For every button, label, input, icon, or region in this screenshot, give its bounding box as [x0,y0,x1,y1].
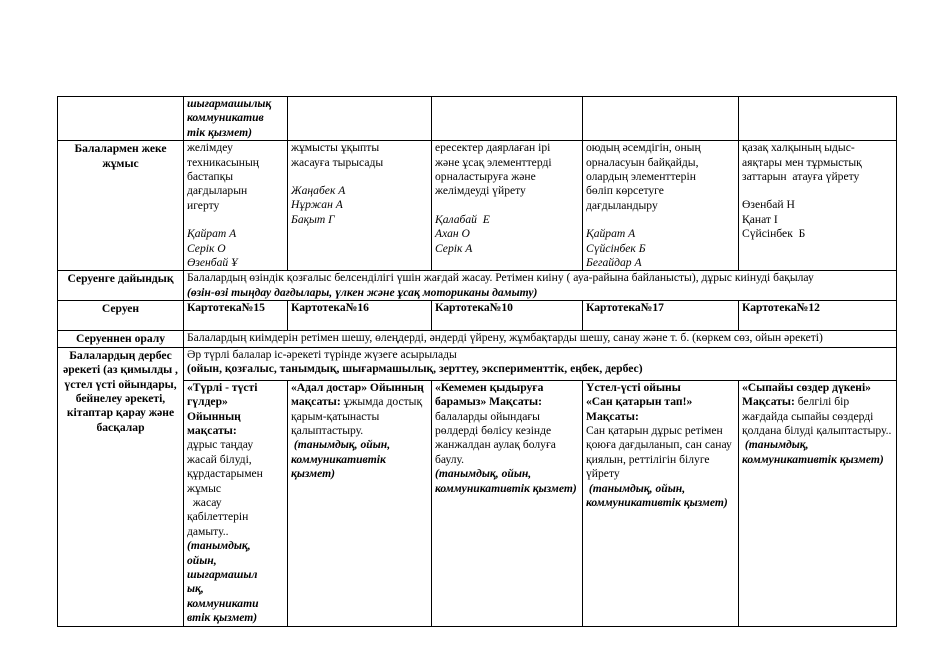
row-header: Серуенге дайындық [58,271,184,301]
game-cell-2: «Адал достар» Ойынның мақсаты: ұжымда достық қарым-қатынасты қалыптастыру. (танымдық, ойын, коммуникативтік қызмет) [288,380,432,626]
empty-cell [739,97,897,141]
game-cell-4: Үстел-үсті ойыны «Сан қатарын тап!» Мақсаты: Сан қатарын дұрыс ретімен қоюға дағдыланып, сан санау қиялын, реттілігін білуге үйрету (танымдық, ойын, коммуникативтік қызмет) [583,380,739,626]
empty-cell [432,97,583,141]
return-cell: Балалардың киімдерін ретімен шешу, өлеңдерді, әндерді үйрену, жұмбақтарды шешу, санау және т. б. (көркем сөз, ойын әрекеті) [184,331,897,347]
row-header: Балалармен жеке жұмыс [58,141,184,271]
individual-cell-5: қазақ халқының ыдыс- аяқтары мен тұрмыстық заттарын атауға үйрету Өзенбай Н Қанат І Сүйсінбек Б [739,141,897,271]
row-header: Серуен [58,301,184,331]
card-cell: Картотека№10 [432,301,583,331]
table-row [58,331,897,347]
individual-cell-1: желімдеу техникасының бастапқы дағдыларын игерту Қайрат А Серік О Өзенбай Ұ [184,141,288,271]
card-cell: Картотека№17 [583,301,739,331]
individual-cell-2: жұмысты ұқыпты жасауға тырысады Жаңабек А Нұржан А Бақыт Г [288,141,432,271]
card-cell: Картотека№15 [184,301,288,331]
cell-continuation: шығармашылық коммуникатив тік қызмет) [184,97,288,141]
table-row [58,347,897,380]
table-row [58,380,897,626]
card-cell: Картотека№16 [288,301,432,331]
table-row [58,141,897,271]
empty-cell [583,97,739,141]
prep-cell: Балалардың өзіндік қозғалыс белсенділігі үшін жағдай жасау. Ретімен киіну ( ауа-райына байланысты), дұрыс киінуді бақылау (өзін-өзі тыңдау дағдылары, үлкен және ұсақ моториканы дамыту) [184,271,897,301]
empty-cell [288,97,432,141]
game-cell-3: «Кемемен қыдыруға барамыз» Мақсаты: балаларды ойындағы рөлдерді бөлісу кезінде жанжалдан аулақ болуға баулу. (танымдық, ойын, коммуникативтік қызмет) [432,380,583,626]
table-row [58,301,897,331]
card-cell: Картотека№12 [739,301,897,331]
independent-intro-cell: Әр түрлі балалар іс-әрекеті түрінде жүзеге асырылады (ойын, қозғалыс, танымдық, шығармашылық, зерттеу, эксперименттік, еңбек, дербес) [184,347,897,380]
plan-table [57,96,897,627]
individual-cell-4: оюдың әсемдігін, оның орналасуын байқайды, олардың элементтерін бөліп көрсетуге дағдыландыру Қайрат А Сүйсінбек Б Бегайдар А [583,141,739,271]
table-row [58,97,897,141]
row-header-empty [58,97,184,141]
individual-cell-3: ересектер даярлаған ірі және ұсақ элементтерді орналастыруға және желімдеуді үйрету Қалабай Е Ахан О Серік А [432,141,583,271]
table-row [58,271,897,301]
game-cell-5: «Сыпайы сөздер дүкені» Мақсаты: белгілі бір жағдайда сыпайы сөздерді қолдана білуді қалыптастыру.. (танымдық, коммуникативтік қызмет) [739,380,897,626]
row-header: Балалардың дербес әрекеті (аз қимылды , үстел үсті ойындары, бейнелеу әрекеті, кітаптар қарау және басқалар [58,347,184,626]
game-cell-1: «Түрлі - түсті гүлдер» Ойынның мақсаты: дұрыс таңдау жасай білуді, құрдастарымен жұмыс жасау қабілеттерін дамыту.. (танымдық, ойын, шығармашыл ық, коммуникати втік қызмет) [184,380,288,626]
row-header: Серуеннен оралу [58,331,184,347]
